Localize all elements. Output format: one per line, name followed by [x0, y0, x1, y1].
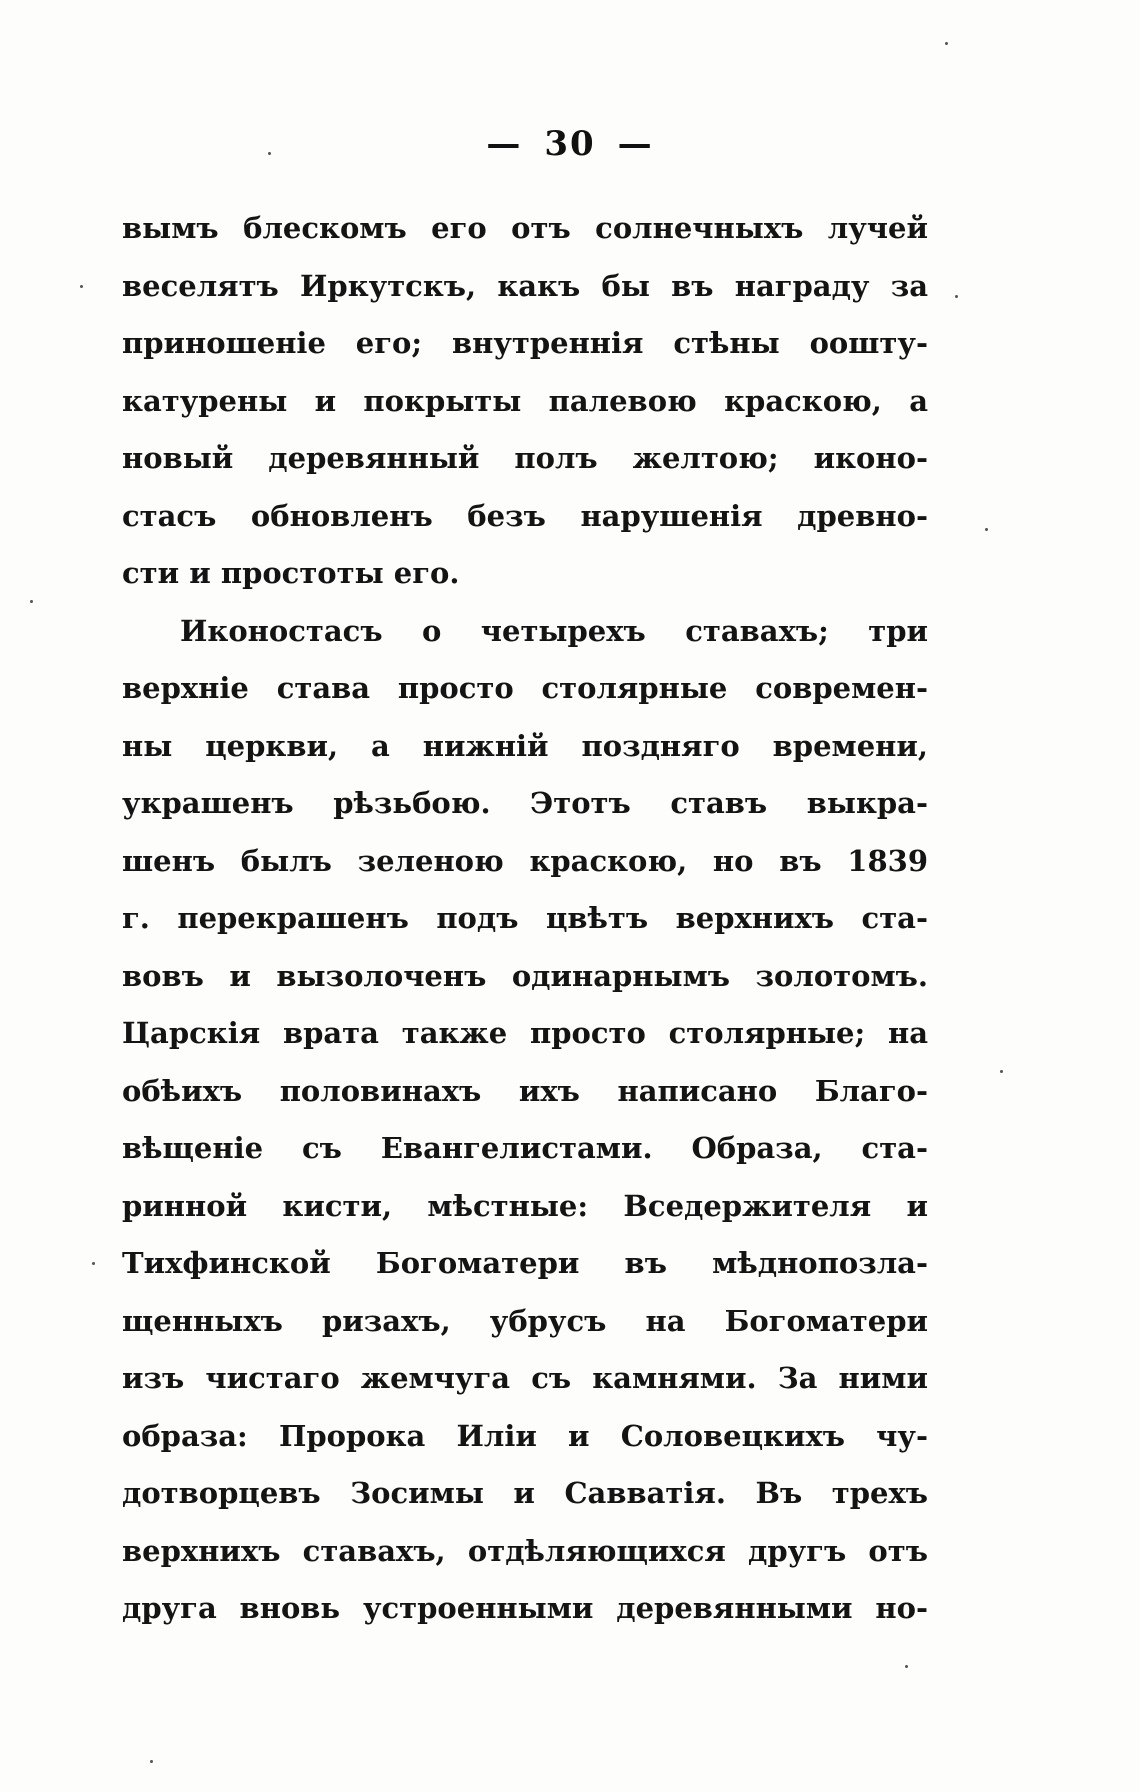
paper-speck	[905, 1665, 908, 1668]
paper-speck	[945, 42, 948, 45]
page-header	[0, 124, 1140, 164]
text-line: г. перекрашенъ подъ цвѣтъ верхнихъ ста-	[122, 901, 928, 935]
text-line: украшенъ рѣзьбою. Этотъ ставъ выкра-	[122, 786, 928, 820]
text-line: приношеніе его; внутреннія стѣны оошту-	[122, 326, 928, 360]
text-line: шенъ былъ зеленою краскою, но въ 1839	[122, 843, 928, 878]
text-line: вовъ и вызолоченъ одинарнымъ золотомъ.	[122, 958, 928, 993]
paper-speck	[80, 285, 83, 288]
paper-speck	[985, 528, 988, 531]
text-line: друга вновь устроенными деревянными но-	[122, 1591, 928, 1625]
paper-speck	[92, 1262, 95, 1265]
paper-speck	[30, 600, 33, 603]
text-line: щенныхъ ризахъ, убрусъ на Богоматери	[122, 1303, 928, 1338]
text-line: вѣщеніе съ Евангелистами. Образа, ста-	[122, 1131, 928, 1165]
text-line: дотворцевъ Зосимы и Савватія. Въ трехъ	[122, 1476, 928, 1510]
text-line: Царскія врата также просто столярные; на	[122, 1016, 928, 1050]
paper-speck	[955, 295, 958, 298]
text-line: стасъ обновленъ безъ нарушенія древно-	[122, 498, 928, 533]
paragraph-start-line: Иконостасъ о четырехъ ставахъ; три	[180, 613, 928, 648]
text-line: верхнихъ ставахъ, отдѣляющихся другъ отъ	[122, 1533, 928, 1568]
paper-speck	[1000, 1070, 1003, 1073]
body-text	[122, 200, 928, 1638]
text-line: сти и простоты его.	[122, 556, 460, 590]
header-dash-left: —	[486, 124, 523, 164]
text-line: ны церкви, а нижній поздняго времени,	[122, 728, 928, 763]
header-dash-right: —	[617, 124, 654, 164]
paper-speck	[268, 152, 271, 155]
text-line: новый деревянный полъ желтою; иконо-	[122, 441, 928, 475]
paper-speck	[150, 1760, 153, 1763]
text-line: катурены и покрыты палевою краскою, а	[122, 383, 928, 418]
text-line: ринной кисти, мѣстные: Вседержителя и	[122, 1188, 928, 1223]
text-line: изъ чистаго жемчуга съ камнями. За ними	[122, 1361, 928, 1395]
text-line: веселятъ Иркутскъ, какъ бы въ награду за	[122, 268, 928, 303]
text-line: вымъ блескомъ его отъ солнечныхъ лучей	[122, 211, 928, 245]
text-line: Тихфинской Богоматери въ мѣднопозла-	[122, 1246, 928, 1280]
text-line: обѣихъ половинахъ ихъ написано Благо-	[122, 1073, 928, 1108]
text-line: верхніе става просто столярные современ-	[122, 671, 928, 705]
text-line: образа: Пророка Иліи и Соловецкихъ чу-	[122, 1418, 928, 1453]
page-number: 30	[544, 124, 596, 164]
